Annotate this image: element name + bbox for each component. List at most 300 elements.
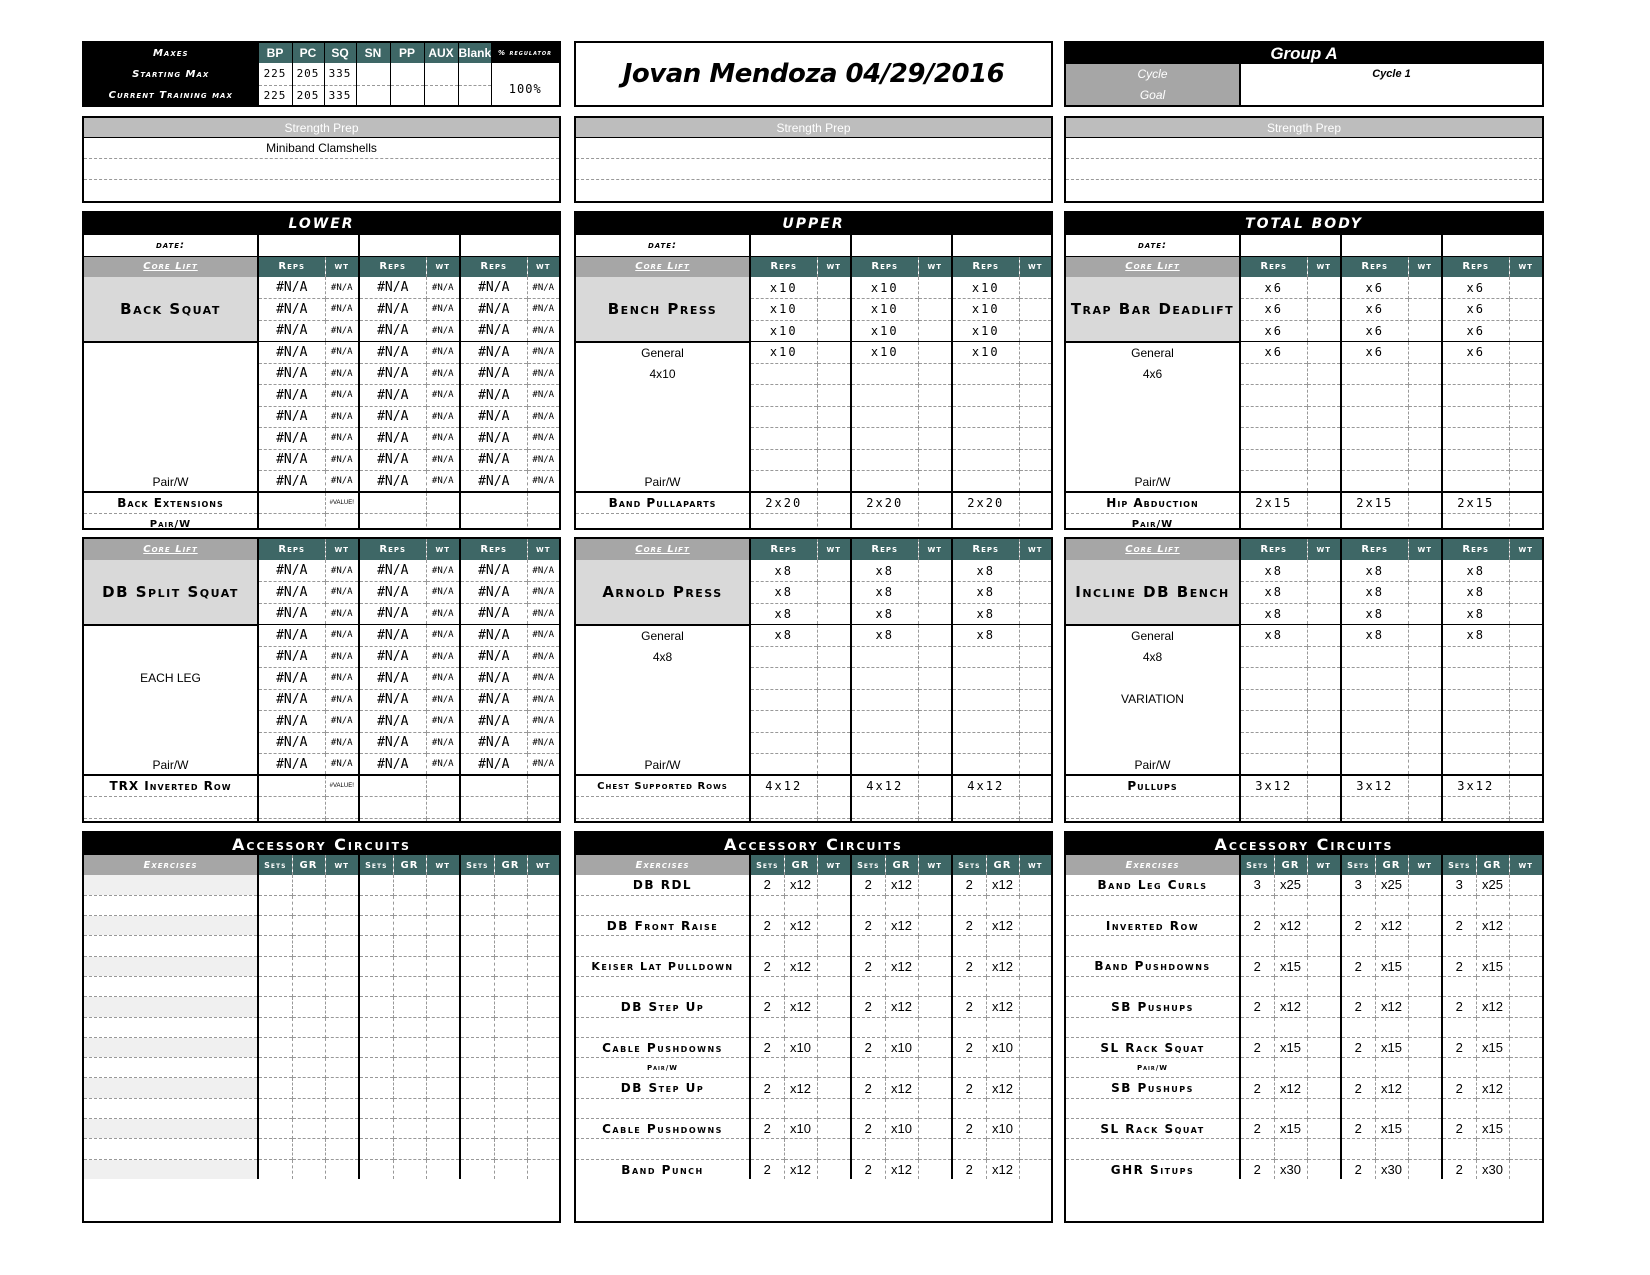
gr-cell[interactable]: x12 xyxy=(1375,1078,1408,1098)
gr-cell[interactable]: x30 xyxy=(1476,1159,1509,1179)
starting-max-cell[interactable] xyxy=(390,63,424,85)
gr-cell[interactable] xyxy=(1375,1139,1408,1159)
wt-cell[interactable] xyxy=(1307,363,1341,385)
aux-reps-cell[interactable]: 2x15 xyxy=(1442,492,1509,514)
gr-cell[interactable] xyxy=(986,1098,1019,1118)
gr-cell[interactable] xyxy=(784,976,817,996)
sets-cell[interactable] xyxy=(1341,1017,1375,1037)
reps-cell[interactable] xyxy=(952,428,1019,450)
reps-cell[interactable] xyxy=(1341,471,1408,493)
gr-cell[interactable]: x25 xyxy=(1476,875,1509,895)
gr-cell[interactable]: x12 xyxy=(1476,916,1509,936)
gr-cell[interactable]: x30 xyxy=(1375,1159,1408,1179)
wt-cell[interactable] xyxy=(1509,936,1542,956)
sets-cell[interactable] xyxy=(1341,1098,1375,1118)
wt-cell[interactable]: #N/A xyxy=(527,406,559,428)
sets-cell[interactable]: 2 xyxy=(851,1159,885,1179)
wt-cell[interactable]: #N/A xyxy=(527,711,559,733)
wt-cell[interactable]: #N/A xyxy=(325,711,359,733)
wt-cell[interactable] xyxy=(1509,668,1542,690)
gr-cell[interactable] xyxy=(885,976,918,996)
wt-cell[interactable] xyxy=(1019,1017,1051,1037)
gr-cell[interactable]: x10 xyxy=(986,1119,1019,1139)
aux-reps-cell[interactable] xyxy=(851,818,918,823)
reps-cell[interactable]: x8 xyxy=(1240,603,1307,625)
wt-cell[interactable] xyxy=(1019,385,1051,407)
reps-cell[interactable] xyxy=(1240,385,1307,407)
sets-cell[interactable]: 2 xyxy=(1341,1119,1375,1139)
wt-cell[interactable] xyxy=(817,1139,851,1159)
gr-cell[interactable] xyxy=(494,1017,527,1037)
wt-cell[interactable] xyxy=(1307,732,1341,754)
sets-cell[interactable] xyxy=(1341,1139,1375,1159)
sets-cell[interactable] xyxy=(1240,1017,1274,1037)
sets-cell[interactable] xyxy=(359,875,393,895)
wt-cell[interactable] xyxy=(1307,582,1341,604)
aux-reps-cell[interactable] xyxy=(258,514,325,531)
sets-cell[interactable] xyxy=(359,916,393,936)
reps-cell[interactable]: x6 xyxy=(1341,320,1408,342)
reps-cell[interactable]: x10 xyxy=(851,277,918,299)
sets-cell[interactable]: 2 xyxy=(750,1119,784,1139)
wt-cell[interactable] xyxy=(817,689,851,711)
wt-cell[interactable] xyxy=(1307,1139,1341,1159)
wt-cell[interactable] xyxy=(527,916,559,936)
aux-reps-cell[interactable] xyxy=(1341,818,1408,823)
reps-cell[interactable]: #N/A xyxy=(258,363,325,385)
gr-cell[interactable] xyxy=(1274,936,1307,956)
gr-cell[interactable] xyxy=(1476,895,1509,915)
reps-cell[interactable]: #N/A xyxy=(460,428,527,450)
reps-cell[interactable]: x10 xyxy=(750,342,817,364)
wt-cell[interactable] xyxy=(1307,1119,1341,1139)
wt-cell[interactable]: #N/A xyxy=(325,385,359,407)
wt-cell[interactable]: #N/A xyxy=(527,471,559,493)
wt-cell[interactable] xyxy=(918,320,952,342)
reps-cell[interactable] xyxy=(1240,363,1307,385)
aux-reps-cell[interactable] xyxy=(952,818,1019,823)
sets-cell[interactable] xyxy=(258,936,292,956)
wt-cell[interactable]: #N/A xyxy=(527,668,559,690)
sets-cell[interactable] xyxy=(460,1159,494,1179)
wt-cell[interactable] xyxy=(1408,342,1442,364)
reps-cell[interactable]: #N/A xyxy=(460,406,527,428)
wt-cell[interactable] xyxy=(817,320,851,342)
reps-cell[interactable] xyxy=(750,711,817,733)
gr-cell[interactable] xyxy=(292,1058,325,1078)
gr-cell[interactable] xyxy=(784,1098,817,1118)
aux-reps-cell[interactable] xyxy=(1442,514,1509,531)
gr-cell[interactable] xyxy=(986,936,1019,956)
gr-cell[interactable]: x12 xyxy=(885,875,918,895)
gr-cell[interactable]: x15 xyxy=(1476,956,1509,976)
reps-cell[interactable]: #N/A xyxy=(359,406,426,428)
reps-cell[interactable] xyxy=(1341,428,1408,450)
gr-cell[interactable] xyxy=(1274,1139,1307,1159)
wt-cell[interactable] xyxy=(918,428,952,450)
gr-cell[interactable]: x12 xyxy=(784,875,817,895)
reps-cell[interactable] xyxy=(750,449,817,471)
reps-cell[interactable]: x8 xyxy=(1442,603,1509,625)
sets-cell[interactable]: 2 xyxy=(851,916,885,936)
wt-cell[interactable] xyxy=(817,1159,851,1179)
sets-cell[interactable] xyxy=(359,1119,393,1139)
sets-cell[interactable] xyxy=(1442,1058,1476,1078)
wt-cell[interactable] xyxy=(1307,916,1341,936)
reps-cell[interactable]: #N/A xyxy=(460,471,527,493)
wt-cell[interactable] xyxy=(1019,754,1051,776)
aux-reps-cell[interactable]: 3x12 xyxy=(1341,775,1408,797)
wt-cell[interactable] xyxy=(527,1119,559,1139)
aux-wt-cell[interactable] xyxy=(817,492,851,514)
sets-cell[interactable] xyxy=(258,1037,292,1057)
aux-wt-cell[interactable]: #VALUE! xyxy=(325,492,359,514)
wt-cell[interactable]: #N/A xyxy=(426,299,460,321)
wt-cell[interactable] xyxy=(1019,646,1051,668)
wt-cell[interactable]: #N/A xyxy=(426,603,460,625)
reps-cell[interactable]: #N/A xyxy=(359,363,426,385)
wt-cell[interactable] xyxy=(1019,582,1051,604)
gr-cell[interactable] xyxy=(393,1037,426,1057)
starting-max-cell[interactable] xyxy=(458,63,491,85)
wt-cell[interactable]: #N/A xyxy=(527,689,559,711)
gr-cell[interactable] xyxy=(292,1159,325,1179)
sets-cell[interactable]: 2 xyxy=(1442,916,1476,936)
wt-cell[interactable] xyxy=(1019,406,1051,428)
wt-cell[interactable] xyxy=(817,299,851,321)
reps-cell[interactable]: #N/A xyxy=(359,560,426,582)
wt-cell[interactable]: #N/A xyxy=(527,560,559,582)
reps-cell[interactable] xyxy=(851,385,918,407)
wt-cell[interactable] xyxy=(1408,385,1442,407)
sets-cell[interactable]: 3 xyxy=(1341,875,1375,895)
wt-cell[interactable]: #N/A xyxy=(426,754,460,776)
gr-cell[interactable] xyxy=(494,976,527,996)
wt-cell[interactable] xyxy=(1307,320,1341,342)
aux-wt-cell[interactable] xyxy=(817,775,851,797)
aux-reps-cell[interactable]: 4x12 xyxy=(851,775,918,797)
reps-cell[interactable] xyxy=(952,449,1019,471)
wt-cell[interactable]: #N/A xyxy=(325,754,359,776)
wt-cell[interactable]: #N/A xyxy=(426,668,460,690)
gr-cell[interactable] xyxy=(986,976,1019,996)
aux-wt-cell[interactable] xyxy=(426,818,460,823)
wt-cell[interactable] xyxy=(325,1058,359,1078)
wt-cell[interactable]: #N/A xyxy=(426,646,460,668)
wt-cell[interactable]: #N/A xyxy=(527,732,559,754)
gr-cell[interactable]: x15 xyxy=(1274,956,1307,976)
wt-cell[interactable] xyxy=(817,582,851,604)
sets-cell[interactable]: 2 xyxy=(1240,956,1274,976)
wt-cell[interactable] xyxy=(426,1058,460,1078)
wt-cell[interactable] xyxy=(817,956,851,976)
wt-cell[interactable] xyxy=(527,1159,559,1179)
reps-cell[interactable]: x10 xyxy=(952,277,1019,299)
gr-cell[interactable]: x25 xyxy=(1274,875,1307,895)
reps-cell[interactable] xyxy=(952,646,1019,668)
reps-cell[interactable]: #N/A xyxy=(258,277,325,299)
wt-cell[interactable] xyxy=(1408,646,1442,668)
reps-cell[interactable]: x6 xyxy=(1240,320,1307,342)
wt-cell[interactable] xyxy=(1509,875,1542,895)
wt-cell[interactable] xyxy=(426,916,460,936)
sets-cell[interactable] xyxy=(258,956,292,976)
wt-cell[interactable] xyxy=(817,997,851,1017)
reps-cell[interactable] xyxy=(750,471,817,493)
aux-wt-cell[interactable] xyxy=(1019,818,1051,823)
wt-cell[interactable] xyxy=(1307,449,1341,471)
gr-cell[interactable] xyxy=(494,1098,527,1118)
sets-cell[interactable]: 2 xyxy=(750,1037,784,1057)
reps-cell[interactable]: #N/A xyxy=(359,689,426,711)
gr-cell[interactable] xyxy=(393,916,426,936)
gr-cell[interactable]: x12 xyxy=(1476,997,1509,1017)
aux-reps-cell[interactable] xyxy=(1240,797,1307,819)
reps-cell[interactable]: #N/A xyxy=(359,320,426,342)
wt-cell[interactable] xyxy=(527,1098,559,1118)
wt-cell[interactable] xyxy=(1509,428,1542,450)
wt-cell[interactable]: #N/A xyxy=(527,299,559,321)
sets-cell[interactable] xyxy=(1442,1017,1476,1037)
aux-wt-cell[interactable] xyxy=(426,492,460,514)
reps-cell[interactable]: x8 xyxy=(1240,582,1307,604)
gr-cell[interactable] xyxy=(1476,1058,1509,1078)
wt-cell[interactable]: #N/A xyxy=(325,732,359,754)
reps-cell[interactable]: #N/A xyxy=(460,277,527,299)
wt-cell[interactable] xyxy=(527,895,559,915)
aux-reps-cell[interactable] xyxy=(258,797,325,819)
gr-cell[interactable] xyxy=(292,1017,325,1037)
gr-cell[interactable] xyxy=(292,956,325,976)
reps-cell[interactable]: #N/A xyxy=(460,754,527,776)
reps-cell[interactable]: x8 xyxy=(750,625,817,647)
wt-cell[interactable] xyxy=(1509,385,1542,407)
reps-cell[interactable]: #N/A xyxy=(359,471,426,493)
reps-cell[interactable] xyxy=(750,385,817,407)
wt-cell[interactable] xyxy=(918,1139,952,1159)
sets-cell[interactable] xyxy=(258,916,292,936)
reps-cell[interactable]: x6 xyxy=(1442,342,1509,364)
date-input[interactable] xyxy=(359,235,460,256)
gr-cell[interactable] xyxy=(986,895,1019,915)
wt-cell[interactable] xyxy=(918,976,952,996)
reps-cell[interactable]: #N/A xyxy=(460,363,527,385)
date-input[interactable] xyxy=(1240,235,1341,256)
wt-cell[interactable]: #N/A xyxy=(426,471,460,493)
wt-cell[interactable]: #N/A xyxy=(426,582,460,604)
sets-cell[interactable]: 2 xyxy=(1240,1119,1274,1139)
current-max-cell[interactable]: 205 xyxy=(292,85,324,105)
gr-cell[interactable] xyxy=(393,1159,426,1179)
wt-cell[interactable] xyxy=(1307,385,1341,407)
wt-cell[interactable] xyxy=(817,1017,851,1037)
date-input[interactable] xyxy=(258,235,359,256)
aux-reps-cell[interactable]: 3x12 xyxy=(1240,775,1307,797)
gr-cell[interactable] xyxy=(494,936,527,956)
gr-cell[interactable]: x15 xyxy=(1476,1037,1509,1057)
wt-cell[interactable] xyxy=(1019,1139,1051,1159)
reps-cell[interactable] xyxy=(1442,385,1509,407)
wt-cell[interactable] xyxy=(1509,342,1542,364)
reps-cell[interactable]: #N/A xyxy=(359,582,426,604)
reps-cell[interactable] xyxy=(851,668,918,690)
sets-cell[interactable] xyxy=(460,976,494,996)
sets-cell[interactable] xyxy=(750,1058,784,1078)
sets-cell[interactable] xyxy=(359,1159,393,1179)
sets-cell[interactable] xyxy=(460,1037,494,1057)
sets-cell[interactable] xyxy=(258,1058,292,1078)
sets-cell[interactable]: 3 xyxy=(1442,875,1476,895)
wt-cell[interactable] xyxy=(325,1159,359,1179)
aux-reps-cell[interactable] xyxy=(460,514,527,531)
aux-reps-cell[interactable]: 2x20 xyxy=(952,492,1019,514)
reps-cell[interactable] xyxy=(1240,668,1307,690)
sets-cell[interactable]: 2 xyxy=(952,1159,986,1179)
reps-cell[interactable]: #N/A xyxy=(460,732,527,754)
starting-max-cell[interactable]: 225 xyxy=(258,63,292,85)
reps-cell[interactable]: x8 xyxy=(851,560,918,582)
athlete-name-date[interactable]: Jovan Mendoza 04/29/2016 xyxy=(622,59,1005,89)
wt-cell[interactable] xyxy=(1509,320,1542,342)
gr-cell[interactable] xyxy=(1274,1017,1307,1037)
sets-cell[interactable] xyxy=(1240,895,1274,915)
reps-cell[interactable]: x6 xyxy=(1240,277,1307,299)
reps-cell[interactable]: x8 xyxy=(1240,625,1307,647)
reps-cell[interactable]: x10 xyxy=(750,320,817,342)
wt-cell[interactable] xyxy=(426,875,460,895)
sets-cell[interactable] xyxy=(851,1058,885,1078)
wt-cell[interactable] xyxy=(1408,1159,1442,1179)
sets-cell[interactable]: 2 xyxy=(1341,916,1375,936)
reps-cell[interactable] xyxy=(1442,363,1509,385)
reps-cell[interactable]: #N/A xyxy=(460,320,527,342)
reps-cell[interactable]: x8 xyxy=(1341,582,1408,604)
sets-cell[interactable] xyxy=(952,1017,986,1037)
wt-cell[interactable] xyxy=(918,646,952,668)
gr-cell[interactable] xyxy=(1274,895,1307,915)
reps-cell[interactable]: x8 xyxy=(1442,582,1509,604)
gr-cell[interactable] xyxy=(784,1058,817,1078)
wt-cell[interactable] xyxy=(1509,754,1542,776)
reps-cell[interactable] xyxy=(1442,471,1509,493)
sets-cell[interactable] xyxy=(258,1119,292,1139)
reps-cell[interactable]: #N/A xyxy=(460,560,527,582)
wt-cell[interactable] xyxy=(1509,956,1542,976)
wt-cell[interactable] xyxy=(325,916,359,936)
reps-cell[interactable]: #N/A xyxy=(460,582,527,604)
gr-cell[interactable] xyxy=(1274,1058,1307,1078)
wt-cell[interactable] xyxy=(325,1119,359,1139)
aux-wt-cell[interactable] xyxy=(426,514,460,531)
aux-wt-cell[interactable] xyxy=(817,514,851,531)
wt-cell[interactable]: #N/A xyxy=(325,668,359,690)
wt-cell[interactable] xyxy=(1307,875,1341,895)
gr-cell[interactable] xyxy=(393,1058,426,1078)
gr-cell[interactable] xyxy=(885,1139,918,1159)
gr-cell[interactable] xyxy=(494,1078,527,1098)
aux-wt-cell[interactable] xyxy=(426,797,460,819)
gr-cell[interactable] xyxy=(986,1058,1019,1078)
gr-cell[interactable]: x12 xyxy=(885,916,918,936)
strength-prep-item[interactable] xyxy=(576,180,1051,201)
gr-cell[interactable] xyxy=(393,875,426,895)
wt-cell[interactable] xyxy=(1019,277,1051,299)
wt-cell[interactable] xyxy=(1408,689,1442,711)
gr-cell[interactable]: x10 xyxy=(986,1037,1019,1057)
reps-cell[interactable]: #N/A xyxy=(460,299,527,321)
reps-cell[interactable]: x8 xyxy=(750,603,817,625)
wt-cell[interactable] xyxy=(1307,689,1341,711)
reps-cell[interactable] xyxy=(1240,689,1307,711)
wt-cell[interactable] xyxy=(325,895,359,915)
wt-cell[interactable] xyxy=(1019,603,1051,625)
wt-cell[interactable] xyxy=(918,1119,952,1139)
gr-cell[interactable]: x10 xyxy=(784,1037,817,1057)
gr-cell[interactable] xyxy=(885,1058,918,1078)
sets-cell[interactable] xyxy=(1240,1098,1274,1118)
wt-cell[interactable] xyxy=(1307,1037,1341,1057)
gr-cell[interactable] xyxy=(494,1159,527,1179)
date-input[interactable] xyxy=(851,235,952,256)
reps-cell[interactable]: x10 xyxy=(952,320,1019,342)
wt-cell[interactable] xyxy=(918,1037,952,1057)
aux-reps-cell[interactable] xyxy=(750,818,817,823)
sets-cell[interactable] xyxy=(1240,936,1274,956)
wt-cell[interactable] xyxy=(817,976,851,996)
gr-cell[interactable] xyxy=(393,1098,426,1118)
wt-cell[interactable] xyxy=(527,1078,559,1098)
sets-cell[interactable] xyxy=(460,1017,494,1037)
sets-cell[interactable]: 3 xyxy=(1240,875,1274,895)
reps-cell[interactable]: x10 xyxy=(851,320,918,342)
wt-cell[interactable]: #N/A xyxy=(527,754,559,776)
sets-cell[interactable] xyxy=(359,1017,393,1037)
sets-cell[interactable] xyxy=(359,997,393,1017)
wt-cell[interactable] xyxy=(817,875,851,895)
reps-cell[interactable]: #N/A xyxy=(258,560,325,582)
sets-cell[interactable] xyxy=(359,1058,393,1078)
gr-cell[interactable] xyxy=(393,1078,426,1098)
wt-cell[interactable] xyxy=(1307,668,1341,690)
aux-wt-cell[interactable] xyxy=(527,775,559,797)
wt-cell[interactable] xyxy=(1509,916,1542,936)
aux-wt-cell[interactable] xyxy=(1307,514,1341,531)
gr-cell[interactable] xyxy=(885,1017,918,1037)
wt-cell[interactable] xyxy=(1408,320,1442,342)
wt-cell[interactable] xyxy=(325,936,359,956)
sets-cell[interactable] xyxy=(460,1139,494,1159)
wt-cell[interactable] xyxy=(817,406,851,428)
reps-cell[interactable] xyxy=(1240,471,1307,493)
wt-cell[interactable] xyxy=(325,956,359,976)
wt-cell[interactable] xyxy=(1307,1017,1341,1037)
sets-cell[interactable]: 2 xyxy=(851,1078,885,1098)
sets-cell[interactable]: 2 xyxy=(1240,1159,1274,1179)
gr-cell[interactable] xyxy=(292,1098,325,1118)
reps-cell[interactable]: x6 xyxy=(1442,320,1509,342)
aux-wt-cell[interactable] xyxy=(1408,797,1442,819)
wt-cell[interactable]: #N/A xyxy=(426,625,460,647)
reps-cell[interactable]: #N/A xyxy=(359,603,426,625)
wt-cell[interactable] xyxy=(817,754,851,776)
wt-cell[interactable] xyxy=(1509,895,1542,915)
sets-cell[interactable]: 2 xyxy=(952,956,986,976)
wt-cell[interactable] xyxy=(1307,936,1341,956)
wt-cell[interactable] xyxy=(1408,625,1442,647)
wt-cell[interactable] xyxy=(1408,277,1442,299)
gr-cell[interactable] xyxy=(292,936,325,956)
sets-cell[interactable]: 2 xyxy=(750,956,784,976)
